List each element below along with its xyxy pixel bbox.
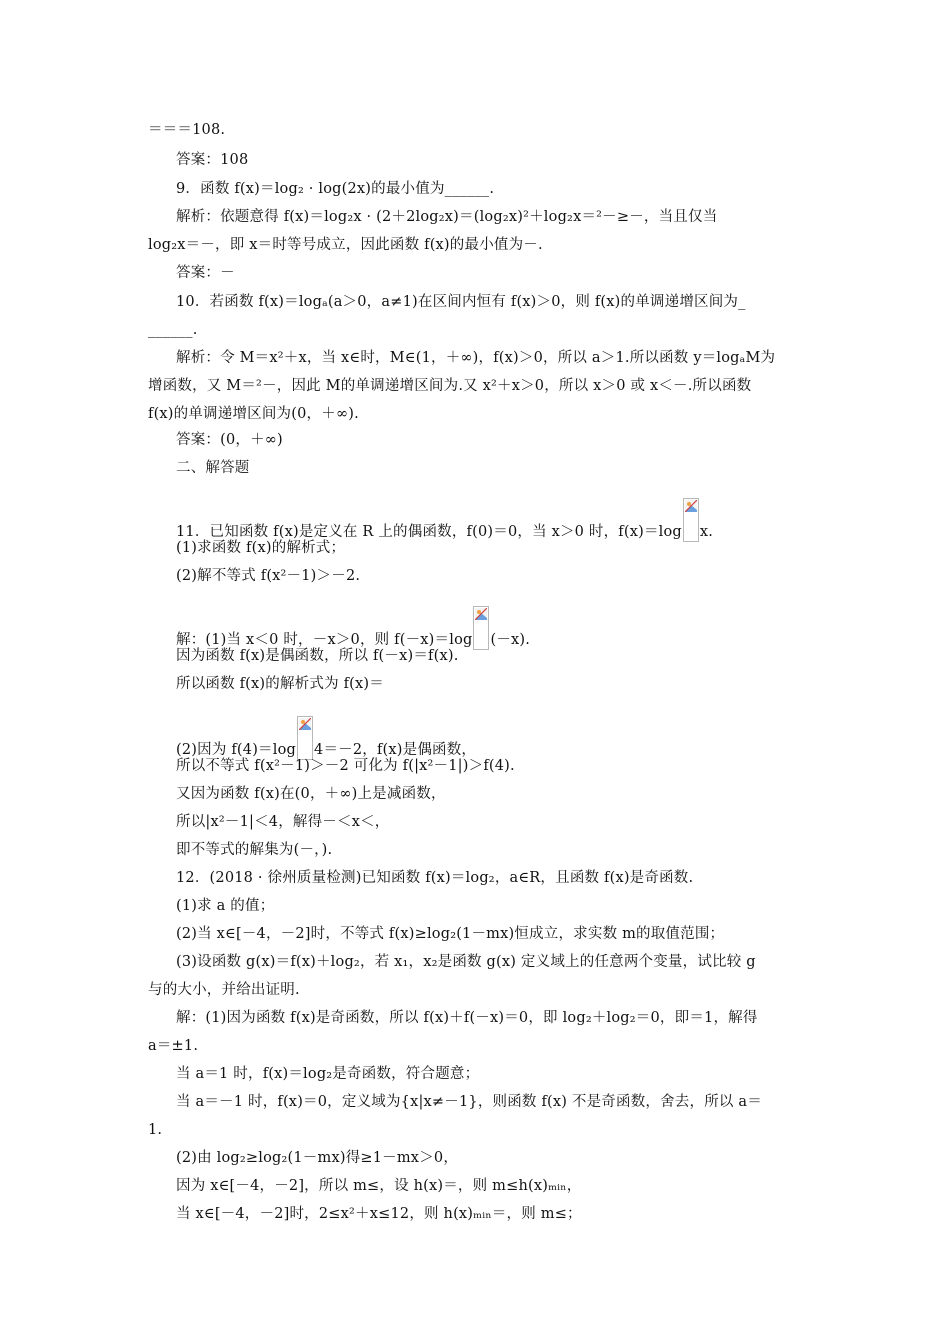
text-line: f(x)的单调递增区间为(0，＋∞). xyxy=(148,406,359,422)
text-line: 又因为函数 f(x)在(0，＋∞)上是减函数， xyxy=(176,786,446,802)
text-line: 所以函数 f(x)的解析式为 f(x)＝ xyxy=(176,676,384,692)
text-line: 与的大小，并给出证明. xyxy=(148,982,300,998)
text-segment: (－x). xyxy=(490,632,531,648)
text-line: (1)求函数 f(x)的解析式； xyxy=(176,540,346,556)
text-segment: 4＝－2，f(x)是偶函数， xyxy=(314,742,477,758)
text-line: (3)设函数 g(x)＝f(x)＋log₂，若 x₁，x₂是函数 g(x) 定义域上的任意两个变量，试比较 g xyxy=(176,954,756,970)
text-line: 所以|x²－1|＜4，解得－＜x＜， xyxy=(176,814,390,830)
broken-image-icon xyxy=(473,606,489,650)
text-line: (1)求 a 的值； xyxy=(176,898,275,914)
text-line: 1. xyxy=(148,1122,163,1138)
text-line: 因为函数 f(x)是偶函数，所以 f(－x)＝f(x). xyxy=(176,648,459,664)
question-11 xyxy=(176,498,713,542)
section-heading: 二、解答题 xyxy=(176,460,250,476)
text-segment: 11．已知函数 f(x)是定义在 R 上的偶函数，f(0)＝0，当 x＞0 时，f(x)＝log xyxy=(176,524,682,540)
text-line: 当 x∈[－4，－2]时，2≤x²＋x≤12，则 h(x)ₘᵢₙ＝，则 m≤； xyxy=(176,1206,582,1222)
text-line: 当 a＝1 时，f(x)＝log₂是奇函数，符合题意； xyxy=(176,1066,480,1082)
text-line: 即不等式的解集为(－，). xyxy=(176,842,333,858)
solution-line: 解：(1)因为函数 f(x)是奇函数，所以 f(x)＋f(－x)＝0，即 log₂＋log₂＝0，即＝1，解得 xyxy=(176,1010,758,1026)
image-placeholder-icon xyxy=(475,608,487,620)
answer-line: 答案：108 xyxy=(176,152,249,168)
broken-image-icon xyxy=(297,716,313,760)
text-line: log₂x＝－，即 x＝时等号成立，因此函数 f(x)的最小值为－. xyxy=(148,237,543,253)
text-line: ______. xyxy=(148,322,198,338)
text-line: (2)解不等式 f(x²－1)＞－2. xyxy=(176,568,361,584)
broken-image-icon xyxy=(683,498,699,542)
text-line: a＝±1. xyxy=(148,1038,199,1054)
text-line: (2)当 x∈[－4，－2]时，不等式 f(x)≥log₂(1－mx)恒成立，求实数 m的取值范围； xyxy=(176,926,725,942)
answer-line: 答案：－ xyxy=(176,265,235,281)
text-line: 增函数，又 M＝²－，因此 M的单调递增区间为.又 x²＋x＞0，所以 x＞0 或 x＜－.所以函数 xyxy=(148,378,752,394)
text-line: (2)由 log₂≥log₂(1－mx)得≥1－mx＞0， xyxy=(176,1150,459,1166)
text-line: ＝＝＝108. xyxy=(148,122,226,138)
question-12: 12．(2018 · 徐州质量检测)已知函数 f(x)＝log₂，a∈R，且函数 f(x)是奇函数. xyxy=(176,870,694,886)
question-10: 10．若函数 f(x)＝logₐ(a＞0，a≠1)在区间内恒有 f(x)＞0，则 f(x)的单调递增区间为_ xyxy=(176,294,746,310)
text-segment: (2)因为 f(4)＝log xyxy=(176,742,297,758)
question-9: 9．函数 f(x)＝log₂ · log(2x)的最小值为______. xyxy=(176,181,495,197)
image-placeholder-icon xyxy=(299,718,311,730)
text-line: 因为 x∈[－4，－2]，所以 m≤，设 h(x)＝，则 m≤h(x)ₘᵢₙ， xyxy=(176,1178,582,1194)
text-segment: 解：(1)当 x＜0 时，－x＞0，则 f(－x)＝log xyxy=(176,632,473,648)
answer-line: 答案：(0，＋∞) xyxy=(176,432,283,448)
solution-line xyxy=(176,606,530,650)
text-segment: x. xyxy=(699,524,714,540)
text-line: 解析：依题意得 f(x)＝log₂x · (2＋2log₂x)＝(log₂x)²＋log₂x＝²－≥－，当且仅当 xyxy=(176,209,718,225)
text-line: 当 a＝－1 时，f(x)＝0，定义域为{x|x≠－1}，则函数 f(x) 不是奇函数，舍去，所以 a＝ xyxy=(176,1094,762,1110)
text-line: 解析：令 M＝x²＋x，当 x∈时，M∈(1，＋∞)，f(x)＞0，所以 a＞1.所以函数 y＝logₐM为 xyxy=(176,350,776,366)
image-placeholder-icon xyxy=(685,500,697,512)
solution-line xyxy=(176,716,476,760)
text-line: 所以不等式 f(x²－1)＞－2 可化为 f(|x²－1|)＞f(4). xyxy=(176,758,515,774)
